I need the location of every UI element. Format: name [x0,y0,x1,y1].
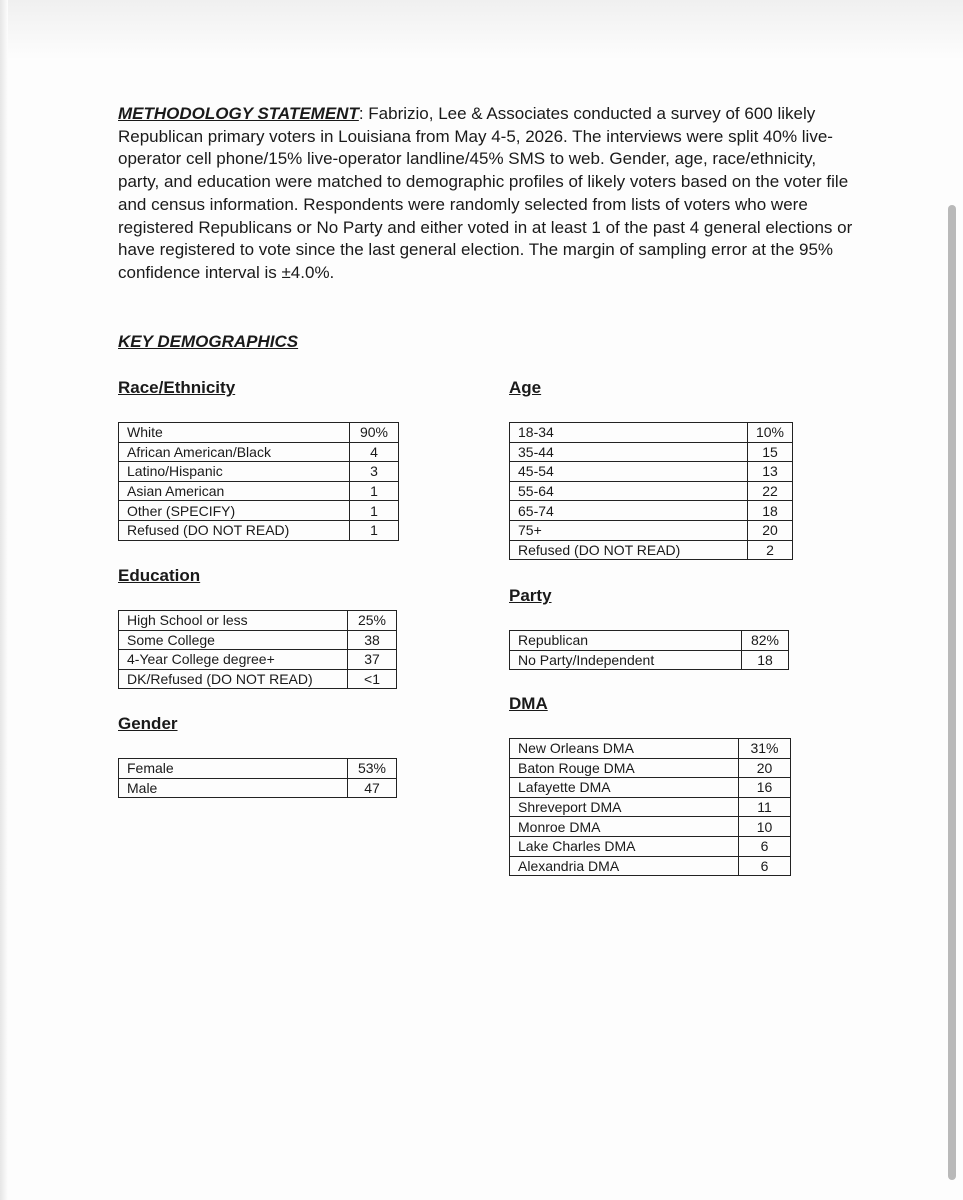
dma-row-value: 11 [739,797,791,817]
age-row-label: 45-54 [510,462,748,482]
education-row-label: Some College [119,630,348,650]
page-left-edge [0,0,8,1200]
race-row-label: White [119,423,350,443]
race-row-label: Other (SPECIFY) [119,501,350,521]
age-row-value: 20 [748,520,793,540]
age-row [510,520,793,540]
race-row [119,481,399,501]
party-row-label: No Party/Independent [510,650,742,670]
age-row-value: 18 [748,501,793,521]
race-heading: Race/Ethnicity [118,378,236,397]
dma-row [510,778,791,798]
race-row-label: Refused (DO NOT READ) [119,520,350,540]
dma-row [510,817,791,837]
gender-row-label: Female [119,759,348,779]
dma-heading: DMA [509,694,548,713]
age-row [510,442,793,462]
race-row-value: 1 [350,481,399,501]
race-row [119,501,399,521]
education-row-value: <1 [348,669,397,689]
race-row [119,462,399,482]
party-row-value: 18 [742,650,789,670]
race-row-value: 1 [350,501,399,521]
party-row-value: 82% [742,631,789,651]
gender-row-value: 53% [348,759,397,779]
dma-row-value: 10 [739,817,791,837]
race-row-value: 1 [350,520,399,540]
scrollbar-thumb[interactable] [948,205,956,1180]
age-table [509,422,793,560]
gender-row [119,778,397,798]
age-row-value: 2 [748,540,793,560]
education-row-value: 25% [348,611,397,631]
party-row [510,631,789,651]
dma-row-label: Monroe DMA [510,817,739,837]
education-row [119,630,397,650]
education-row [119,650,397,670]
education-heading: Education [118,566,201,585]
race-table [118,422,399,541]
dma-row [510,758,791,778]
methodology-lead: METHODOLOGY STATEMENT [118,104,359,123]
age-row-label: 55-64 [510,481,748,501]
age-row-value: 10% [748,423,793,443]
race-row [119,520,399,540]
race-row-value: 90% [350,423,399,443]
race-row-label: Asian American [119,481,350,501]
party-heading: Party [509,586,552,605]
age-row [510,423,793,443]
dma-row-value: 31% [739,739,791,759]
age-row-label: 65-74 [510,501,748,521]
age-row-value: 22 [748,481,793,501]
gender-row-value: 47 [348,778,397,798]
gender-table [118,758,397,798]
education-row [119,669,397,689]
age-row-value: 13 [748,462,793,482]
party-row-label: Republican [510,631,742,651]
education-row-label: 4-Year College degree+ [119,650,348,670]
methodology-statement [118,103,856,285]
age-row-label: 18-34 [510,423,748,443]
race-row-value: 4 [350,442,399,462]
education-table [118,610,397,689]
age-row-value: 15 [748,442,793,462]
gender-heading: Gender [118,714,178,733]
dma-row-label: Shreveport DMA [510,797,739,817]
dma-row-label: Alexandria DMA [510,856,739,876]
methodology-body: : Fabrizio, Lee & Associates conducted a survey of 600 likely Republican primary voters in Louisiana from May 4-5, 2026. The interviews were split 40% live-operator cell phone/15% live-operator landline/45% SMS to web. Gender, age, race/ethnicity, party, and education were matched to demographic profiles of likely voters based on the voter file and census information. Respondents were randomly selected from lists of voters who were registered Republicans or No Party and either voted in at least 1 of the past 4 general elections or have registered to vote since the last general election. The margin of sampling error at the 95% confidence interval is ±4.0%. [118,104,853,282]
education-row-label: High School or less [119,611,348,631]
age-row [510,501,793,521]
age-row [510,540,793,560]
dma-row [510,836,791,856]
dma-table [509,738,791,876]
race-row [119,423,399,443]
party-table [509,630,789,670]
dma-row-label: Baton Rouge DMA [510,758,739,778]
education-row-value: 37 [348,650,397,670]
dma-row-value: 16 [739,778,791,798]
education-row [119,611,397,631]
race-row-value: 3 [350,462,399,482]
age-heading: Age [509,378,542,397]
race-row-label: African American/Black [119,442,350,462]
dma-row-value: 6 [739,856,791,876]
party-row [510,650,789,670]
page-top-shadow [0,0,963,60]
key-demographics-heading: KEY DEMOGRAPHICS [118,332,299,351]
dma-row-label: Lake Charles DMA [510,836,739,856]
race-row-label: Latino/Hispanic [119,462,350,482]
gender-row [119,759,397,779]
dma-row [510,856,791,876]
education-row-label: DK/Refused (DO NOT READ) [119,669,348,689]
gender-row-label: Male [119,778,348,798]
age-row [510,481,793,501]
age-row [510,462,793,482]
dma-row-label: New Orleans DMA [510,739,739,759]
dma-row-value: 20 [739,758,791,778]
dma-row-label: Lafayette DMA [510,778,739,798]
age-row-label: 35-44 [510,442,748,462]
dma-row [510,797,791,817]
education-row-value: 38 [348,630,397,650]
race-row [119,442,399,462]
age-row-label: 75+ [510,520,748,540]
dma-row-value: 6 [739,836,791,856]
dma-row [510,739,791,759]
age-row-label: Refused (DO NOT READ) [510,540,748,560]
